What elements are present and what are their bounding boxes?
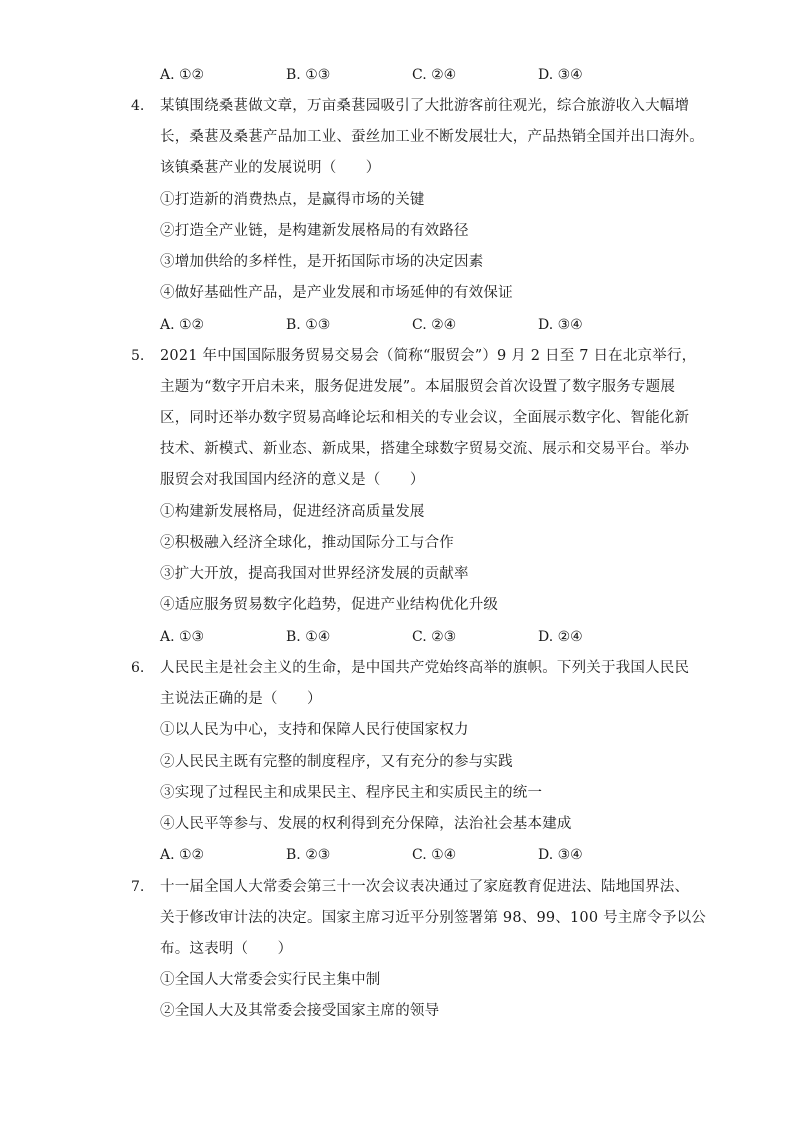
option-d[interactable]: D. ③④ xyxy=(538,67,583,83)
q7-line: 关于修改审计法的决定。国家主席习近平分别签署第 98、99、100 号主席令予以公 xyxy=(160,910,706,926)
q5-line: 2021 年中国国际服务贸易交易会（简称“服贸会”）9 月 2 日至 7 日在北京举行， xyxy=(160,348,697,364)
q5-number: 5. xyxy=(131,348,145,364)
q5-line: 技术、新模式、新业态、新成果，搭建全球数字贸易交流、展示和交易平台。举办 xyxy=(160,441,690,457)
q5-statement: ②积极融入经济全球化，推动国际分工与合作 xyxy=(160,535,454,551)
q6-options xyxy=(160,844,720,866)
option-d[interactable]: D. ③④ xyxy=(538,317,583,333)
q5-statement: ①构建新发展格局，促进经济高质量发展 xyxy=(160,504,425,520)
q4-line: 某镇围绕桑葚做文章，万亩桑葚园吸引了大批游客前往观光，综合旅游收入大幅增 xyxy=(160,98,690,114)
option-b[interactable]: B. ②③ xyxy=(286,847,331,863)
q7-statement: ②全国人大及其常委会接受国家主席的领导 xyxy=(160,1003,440,1019)
option-c[interactable]: C. ②③ xyxy=(412,629,457,645)
option-a[interactable]: A. ①② xyxy=(160,317,205,333)
q4-options xyxy=(160,314,720,336)
q4-statement: ①打造新的消费热点，是赢得市场的关键 xyxy=(160,192,425,208)
option-b[interactable]: B. ①③ xyxy=(286,67,331,83)
option-d[interactable]: D. ②④ xyxy=(538,629,583,645)
q4-line: 该镇桑葚产业的发展说明（ ） xyxy=(160,160,381,176)
q5-options xyxy=(160,626,720,648)
option-b[interactable]: B. ①③ xyxy=(286,317,331,333)
q6-statement: ①以人民为中心，支持和保障人民行使国家权力 xyxy=(160,722,469,738)
q5-line: 区，同时还举办数字贸易高峰论坛和相关的专业会议，全面展示数字化、智能化新 xyxy=(160,410,690,426)
q7-statement: ①全国人大常委会实行民主集中制 xyxy=(160,972,381,988)
q6-statement: ③实现了过程民主和成果民主、程序民主和实质民主的统一 xyxy=(160,785,543,801)
option-c[interactable]: C. ②④ xyxy=(412,67,457,83)
q6-statement: ②人民民主既有完整的制度程序，又有充分的参与实践 xyxy=(160,754,513,770)
q6-number: 6. xyxy=(131,660,145,676)
q4-statement: ③增加供给的多样性，是开拓国际市场的决定因素 xyxy=(160,254,484,270)
q6-line: 主说法正确的是（ ） xyxy=(160,691,322,707)
q3-options xyxy=(160,64,720,86)
option-c[interactable]: C. ②④ xyxy=(412,317,457,333)
q5-statement: ④适应服务贸易数字化趋势，促进产业结构优化升级 xyxy=(160,597,499,613)
option-d[interactable]: D. ③④ xyxy=(538,847,583,863)
q6-line: 人民民主是社会主义的生命，是中国共产党始终高举的旗帜。下列关于我国人民民 xyxy=(160,660,690,676)
option-a[interactable]: A. ①③ xyxy=(160,629,205,645)
q7-number: 7. xyxy=(131,879,145,895)
option-c[interactable]: C. ①④ xyxy=(412,847,457,863)
q4-number: 4. xyxy=(131,98,145,114)
option-a[interactable]: A. ①② xyxy=(160,847,205,863)
option-a[interactable]: A. ①② xyxy=(160,67,205,83)
q5-line: 主题为“数字开启未来，服务促进发展”。本届服贸会首次设置了数字服务专题展 xyxy=(160,379,676,395)
q5-statement: ③扩大开放，提高我国对世界经济发展的贡献率 xyxy=(160,566,469,582)
q4-statement: ②打造全产业链，是构建新发展格局的有效路径 xyxy=(160,223,469,239)
option-b[interactable]: B. ①④ xyxy=(286,629,331,645)
q5-line: 服贸会对我国国内经济的意义是（ ） xyxy=(160,472,425,488)
q4-line: 长，桑葚及桑葚产品加工业、蚕丝加工业不断发展壮大，产品热销全国并出口海外。 xyxy=(160,129,704,145)
q7-line: 十一届全国人大常委会第三十一次会议表决通过了家庭教育促进法、陆地国界法、 xyxy=(160,879,690,895)
q4-statement: ④做好基础性产品，是产业发展和市场延伸的有效保证 xyxy=(160,285,513,301)
q7-line: 布。这表明（ ） xyxy=(160,941,293,957)
q6-statement: ④人民平等参与、发展的权利得到充分保障，法治社会基本建成 xyxy=(160,816,572,832)
